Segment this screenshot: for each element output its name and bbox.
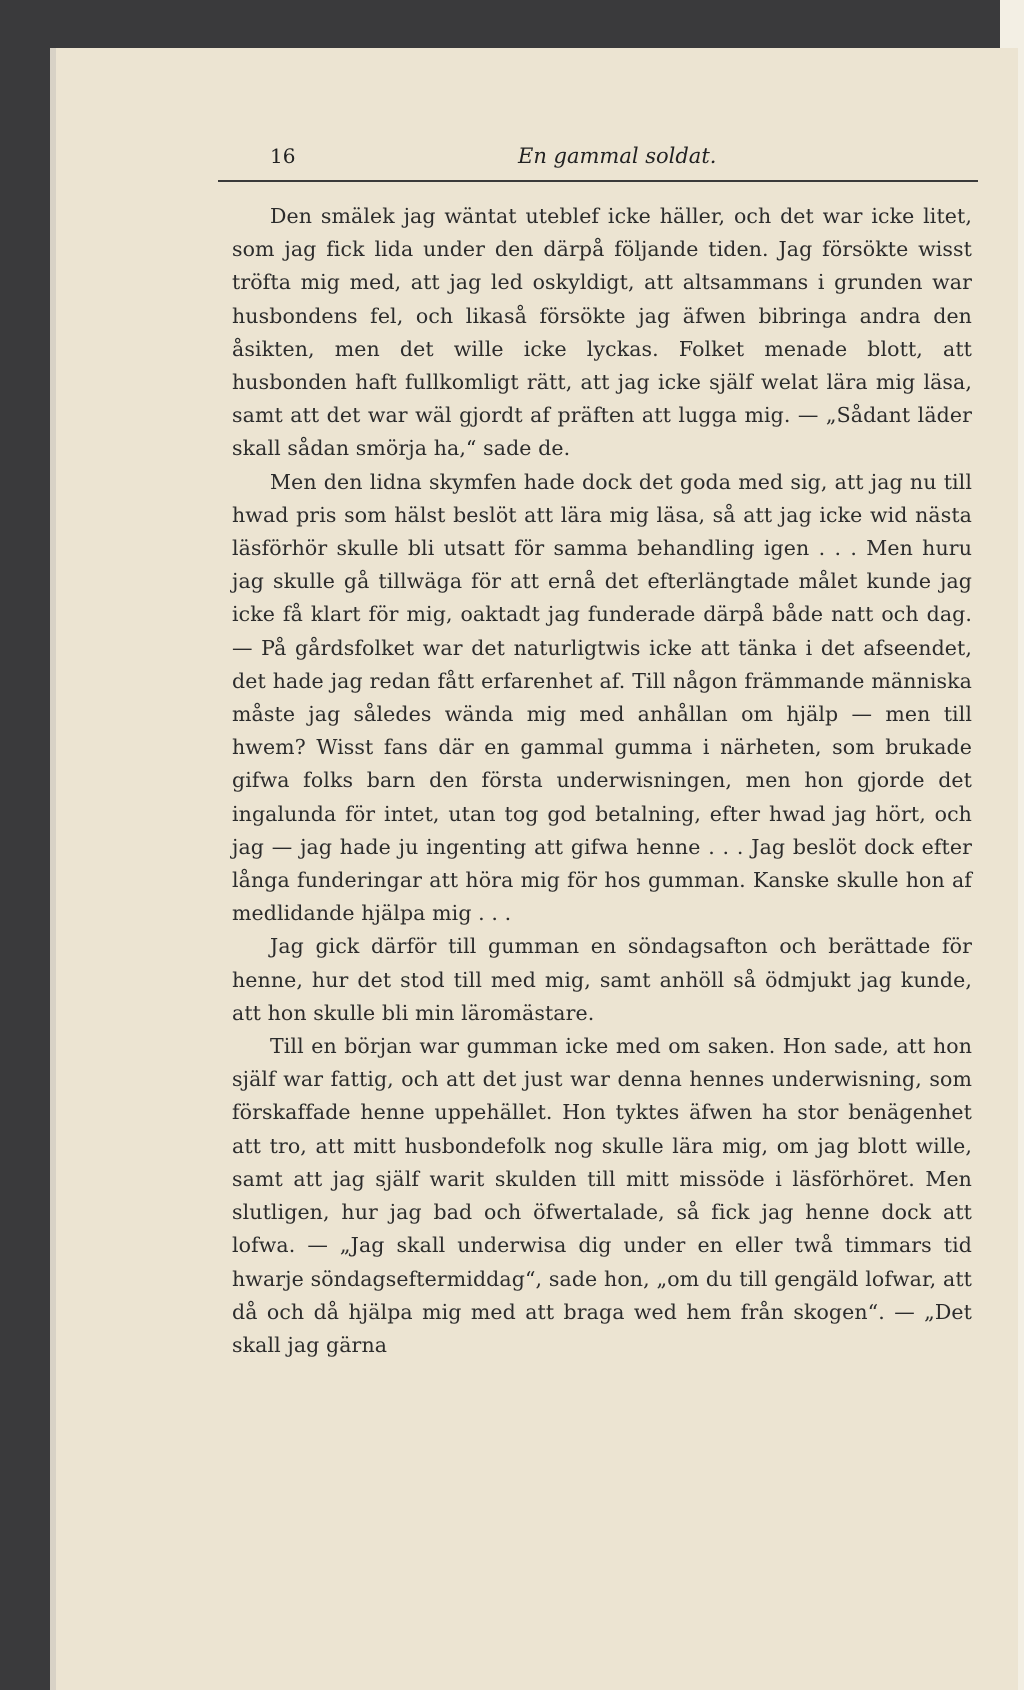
paragraph: Till en början war gumman icke med om saken. Hon sade, att hon själf war fattig, och att det just war denna hennes underwisning, som förskaffade henne uppehället. Hon tyktes äfwen ha stor benägenhet att tro, att mitt husbondefolk nog skulle lära mig, om jag blott wille, samt att jag själf warit skulden till mitt missöde i läsförhöret. Men slutligen, hur jag bad och öfwertalade, så fick jag henne dock att lofwa. — „Jag skall underwisa dig under en eller twå timmars tid hwarje söndagseftermiddag“, sade hon, „om du till gengäld lofwar, att då och då hjälpa mig med att braga wed hem från skogen“. — „Det skall jag gärna	[232, 1034, 972, 1357]
running-title: En gammal soldat.	[518, 144, 717, 168]
paragraph: Men den lidna skymfen hade dock det goda med sig, att jag nu till hwad pris som hälst beslöt att lära mig läsa, så att jag icke wid nästa läsförhör skulle bli utsatt för samma behandling igen . . . Men huru jag skulle gå tillwäga för att ernå det efterlängtade målet kunde jag icke få klart för mig, oaktadt jag funderade därpå både natt och dag. — På gårdsfolket war det naturligtwis icke att tänka i det afseendet, det hade jag redan fått erfarenhet af. Till någon främmande människa måste jag således wända mig med anhållan om hjälp — men till hwem? Wisst fans där en gammal gumma i närheten, som brukade gifwa folks barn den första underwisningen, men hon gjorde det ingalunda för intet, utan tog god betalning, efter hwad jag hört, och jag — jag hade ju ingenting att gifwa henne . . . Jag beslöt dock efter långa funderingar att höra mig för hos gumman. Kanske skulle hon af medlidande hjälpa mig . . .	[232, 469, 972, 926]
body-text	[232, 200, 972, 1362]
page-number: 16	[270, 144, 296, 168]
paragraph: Den smälek jag wäntat uteblef icke häller, och det war icke litet, som jag fick lida under den därpå följande tiden. Jag försökte wisst tröfta mig med, att jag led oskyldigt, att altsammans i grunden war husbondens fel, och likaså försökte jag äfwen bibringa andra den åsikten, men det wille icke lyckas. Folket menade blott, att husbonden haft fullkomligt rätt, att jag icke själf welat lära mig läsa, samt att det war wäl gjordt af präften att lugga mig. — „Sådant läder skall sådan smörja ha,“ sade de.	[232, 204, 972, 461]
page-header	[218, 140, 978, 182]
paragraph: Jag gick därför till gumman en söndagsafton och berättade för henne, hur det stod till med mig, samt anhöll så ödmjukt jag kunde, att hon skulle bli min läromästare.	[232, 934, 972, 1025]
